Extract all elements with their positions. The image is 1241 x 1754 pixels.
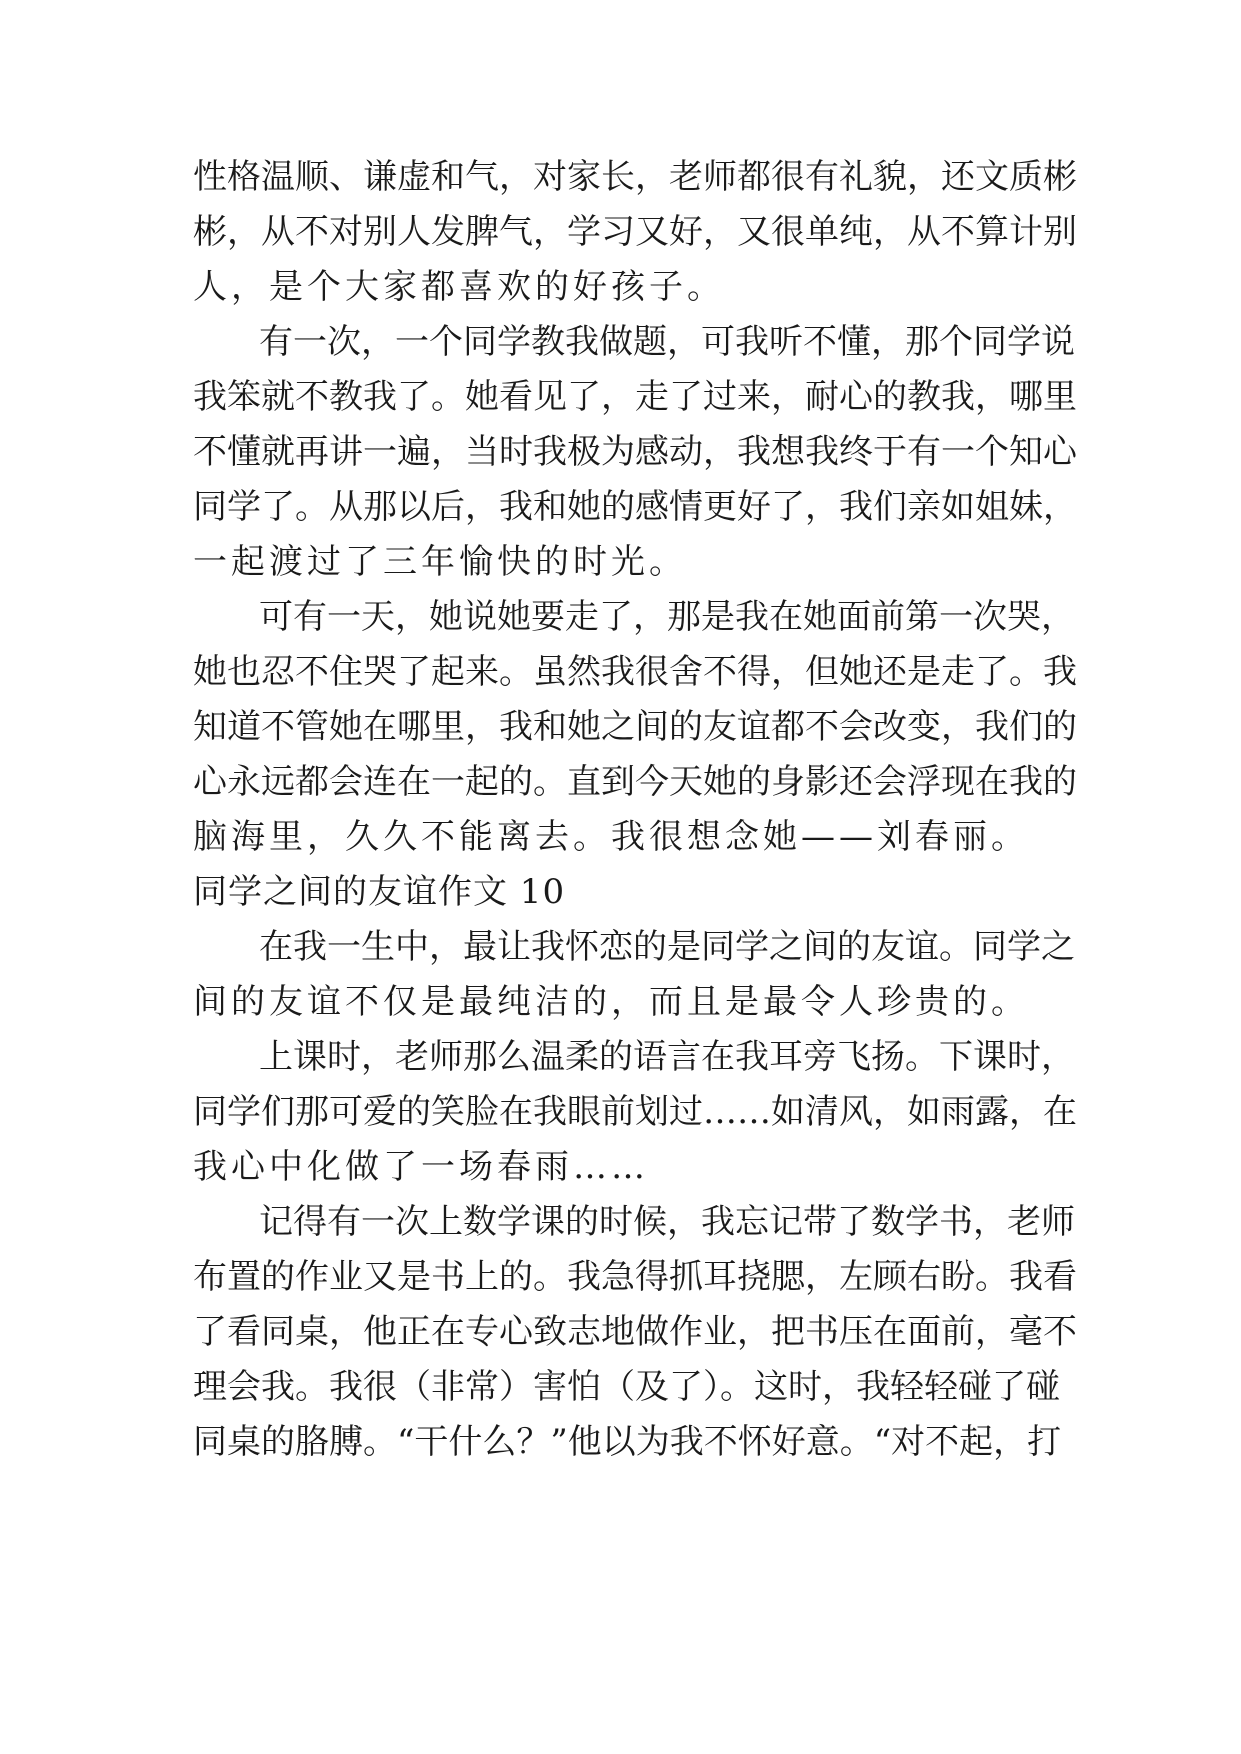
text-line: 可有一天，她说她要走了，那是我在她面前第一次哭， [259, 597, 1075, 637]
text-line: 脑海里，久久不能离去。我很想念她——刘春丽。 [193, 817, 1029, 857]
text-line: 我笨就不教我了。她看见了，走了过来，耐心的教我，哪里 [193, 377, 1077, 417]
text-line: 不懂就再讲一遍，当时我极为感动，我想我终于有一个知心 [193, 432, 1077, 472]
text-line: 性格温顺、谦虚和气，对家长，老师都很有礼貌，还文质彬 [193, 157, 1077, 197]
text-line: 同学们那可爱的笑脸在我眼前划过……如清风，如雨露，在 [193, 1092, 1077, 1132]
text-line: 我心中化做了一场春雨…… [193, 1147, 649, 1187]
section-heading: 同学之间的友谊作文 10 [193, 872, 566, 912]
text-line: 布置的作业又是书上的。我急得抓耳挠腮，左顾右盼。我看 [193, 1257, 1077, 1297]
text-line: 人，是个大家都喜欢的好孩子。 [193, 267, 725, 307]
text-line: 理会我。我很（非常）害怕（及了）。这时，我轻轻碰了碰 [193, 1367, 1060, 1407]
text-line: 同桌的胳膊。“干什么？”他以为我不怀好意。“对不起，打 [193, 1422, 1062, 1462]
text-line: 上课时，老师那么温柔的语言在我耳旁飞扬。下课时， [259, 1037, 1075, 1077]
text-line: 知道不管她在哪里，我和她之间的友谊都不会改变，我们的 [193, 707, 1077, 747]
text-line: 彬，从不对别人发脾气，学习又好，又很单纯，从不算计别 [193, 212, 1077, 252]
text-line: 间的友谊不仅是最纯洁的，而且是最令人珍贵的。 [193, 982, 1029, 1022]
text-line: 心永远都会连在一起的。直到今天她的身影还会浮现在我的 [193, 762, 1077, 802]
text-line: 记得有一次上数学课的时候，我忘记带了数学书，老师 [259, 1202, 1075, 1242]
text-line: 她也忍不住哭了起来。虽然我很舍不得，但她还是走了。我 [193, 652, 1077, 692]
text-line: 一起渡过了三年愉快的时光。 [193, 542, 687, 582]
text-line: 同学了。从那以后，我和她的感情更好了，我们亲如姐妹， [193, 487, 1077, 527]
text-line: 在我一生中，最让我怀恋的是同学之间的友谊。同学之 [259, 927, 1075, 967]
text-line: 有一次，一个同学教我做题，可我听不懂，那个同学说 [259, 322, 1075, 362]
text-line: 了看同桌，他正在专心致志地做作业，把书压在面前，毫不 [193, 1312, 1077, 1352]
